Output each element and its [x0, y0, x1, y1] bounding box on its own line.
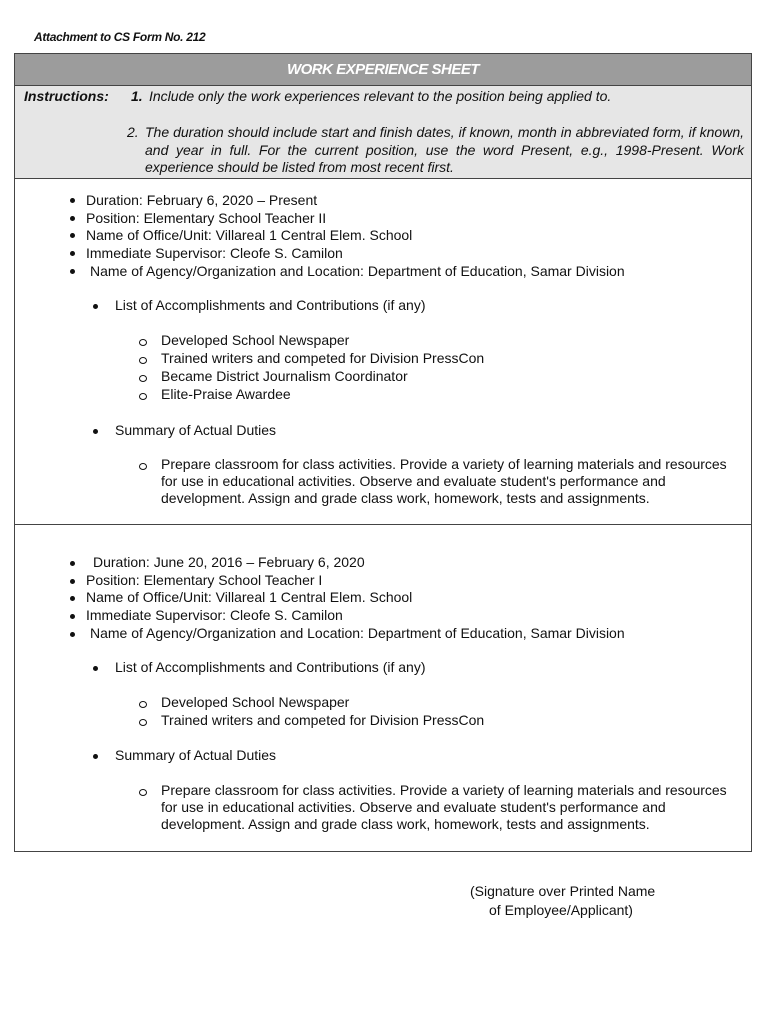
bullet-icon — [93, 666, 98, 671]
instruction-1-text: Include only the work experiences relevant to the position being applied to. — [149, 88, 612, 104]
attachment-label: Attachment to CS Form No. 212 — [34, 30, 206, 44]
instructions-section — [15, 86, 751, 179]
work-experience-sheet — [14, 53, 752, 852]
bullet-icon — [70, 216, 75, 221]
bullet-icon — [70, 251, 75, 256]
sub-bullet-icon — [139, 463, 147, 470]
bullet-icon — [70, 632, 75, 637]
instruction-1-number: 1. — [131, 88, 143, 104]
accomplishment-item: Developed School Newspaper — [161, 332, 350, 348]
entry-office: Name of Office/Unit: Villareal 1 Central Elem. School — [86, 589, 413, 605]
duties-label: Summary of Actual Duties — [115, 422, 277, 438]
sub-bullet-icon — [139, 339, 147, 346]
bullet-icon — [70, 579, 75, 584]
bullet-icon — [93, 304, 98, 309]
sub-bullet-icon — [139, 789, 147, 796]
signature-line-2: of Employee/Applicant) — [489, 902, 633, 918]
bullet-icon — [70, 233, 75, 238]
duties-label: Summary of Actual Duties — [115, 747, 277, 763]
bullet-icon — [70, 596, 75, 601]
instruction-2-text: The duration should include start and finish dates, if known, month in abbreviated form, if known, and year in full. For the current position, use the word Present, e.g., 1998-Present. Work experience should be listed from most recent first. — [145, 124, 744, 175]
entry-duration: Duration: June 20, 2016 – February 6, 2020 — [93, 554, 365, 570]
accomplishment-item: Trained writers and competed for Division PressCon — [161, 350, 485, 366]
sheet-title: WORK EXPERIENCE SHEET — [15, 54, 751, 86]
entry-office: Name of Office/Unit: Villareal 1 Central Elem. School — [86, 227, 413, 243]
entry-supervisor: Immediate Supervisor: Cleofe S. Camilon — [86, 245, 343, 261]
accomplishments-label: List of Accomplishments and Contributions (if any) — [115, 659, 426, 675]
entry-position: Position: Elementary School Teacher I — [86, 572, 323, 588]
sub-bullet-icon — [139, 357, 147, 364]
entry-agency: Name of Agency/Organization and Location: Department of Education, Samar Division — [90, 625, 625, 641]
entry-duration: Duration: February 6, 2020 – Present — [86, 192, 318, 208]
entry-supervisor: Immediate Supervisor: Cleofe S. Camilon — [86, 607, 343, 623]
instructions-label: Instructions: — [24, 88, 109, 104]
accomplishment-item: Elite-Praise Awardee — [161, 386, 291, 402]
accomplishment-item: Developed School Newspaper — [161, 694, 350, 710]
duties-text: Prepare classroom for class activities. Provide a variety of learning materials and resources for use in educational activities. Observe and evaluate student's performance and development. Assign and grade class work, homework, tests and assignments. — [161, 782, 727, 832]
accomplishment-item: Became District Journalism Coordinator — [161, 368, 408, 384]
bullet-icon — [70, 198, 75, 203]
bullet-icon — [70, 614, 75, 619]
sub-bullet-icon — [139, 701, 147, 708]
entry-agency: Name of Agency/Organization and Location: Department of Education, Samar Division — [90, 263, 625, 279]
accomplishment-item: Trained writers and competed for Division PressCon — [161, 712, 485, 728]
bullet-icon — [70, 269, 75, 274]
bullet-icon — [70, 561, 75, 566]
sub-bullet-icon — [139, 719, 147, 726]
sub-bullet-icon — [139, 393, 147, 400]
bullet-icon — [93, 754, 98, 759]
duties-text: Prepare classroom for class activities. Provide a variety of learning materials and resources for use in educational activities. Observe and evaluate student's performance and development. Assign and grade class work, homework, tests and assignments. — [161, 456, 727, 506]
bullet-icon — [93, 429, 98, 434]
work-entry-2 — [15, 525, 751, 851]
instruction-2-number: 2. — [127, 124, 139, 140]
signature-line-1: (Signature over Printed Name — [470, 883, 656, 899]
accomplishments-label: List of Accomplishments and Contributions (if any) — [115, 297, 426, 313]
sub-bullet-icon — [139, 375, 147, 382]
work-entry-1 — [15, 179, 751, 525]
entry-position: Position: Elementary School Teacher II — [86, 210, 327, 226]
